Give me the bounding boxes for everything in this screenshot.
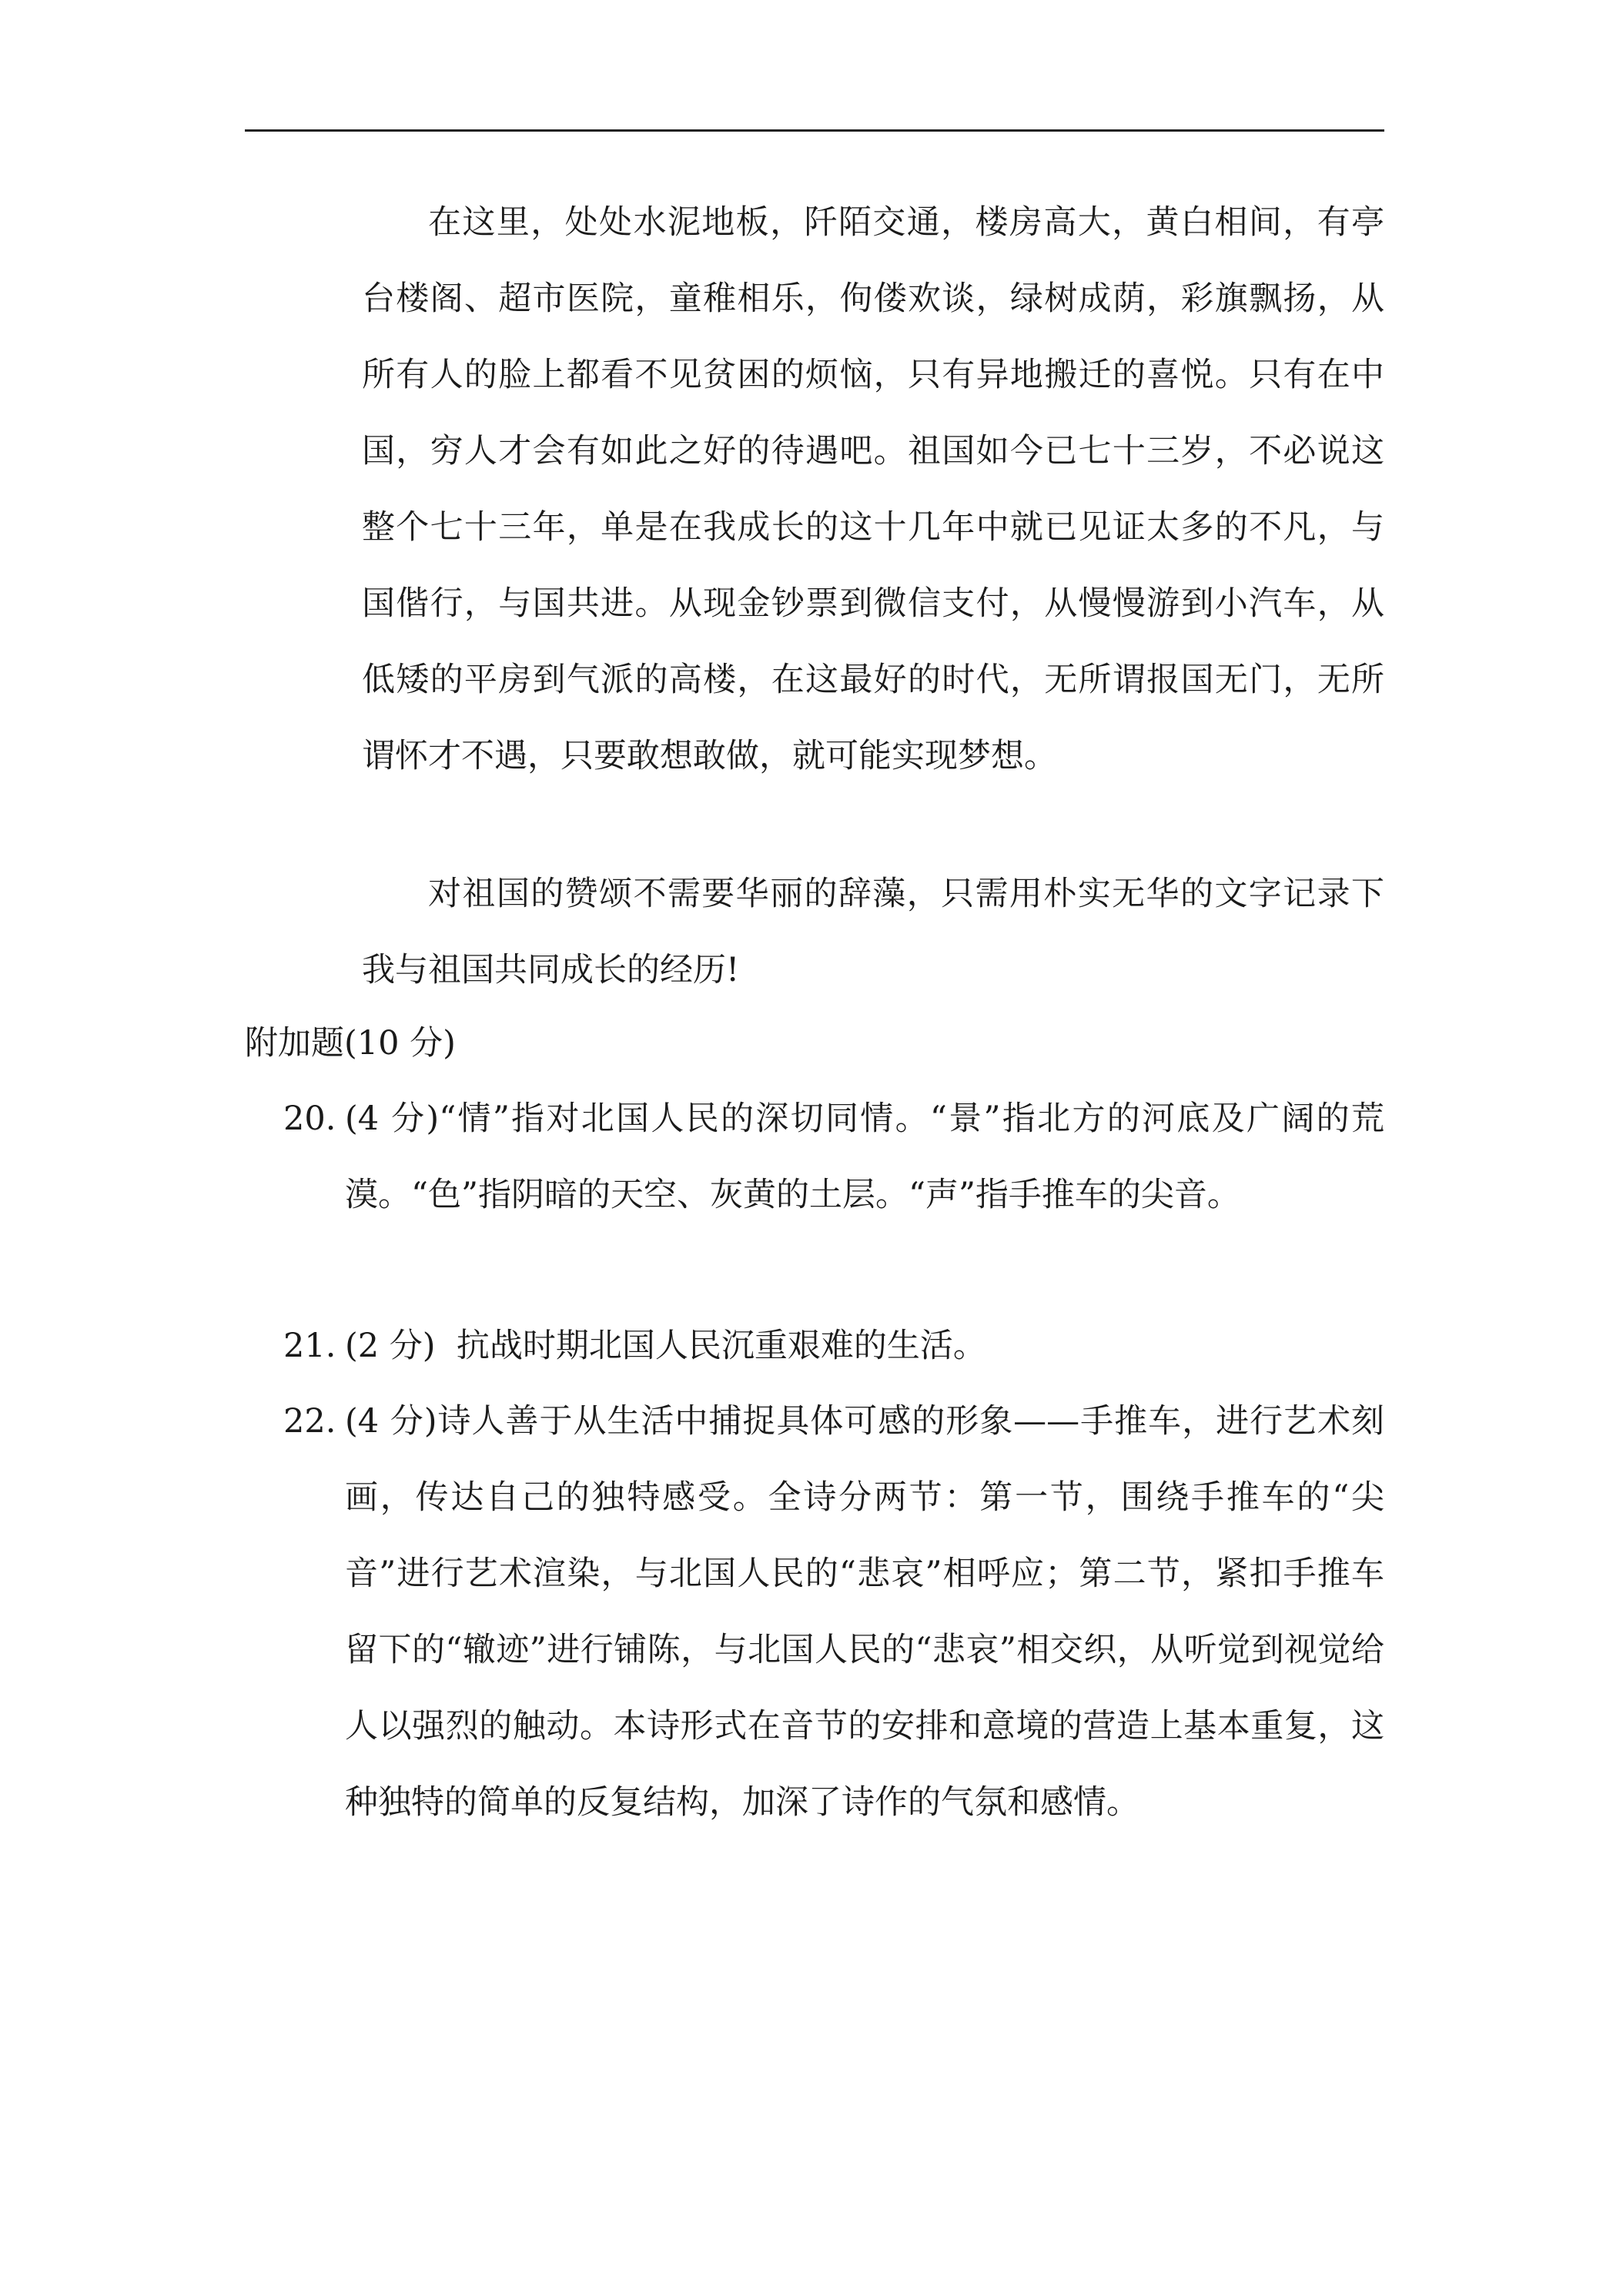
bonus-section-heading: 附加题(10 分) bbox=[245, 1024, 456, 1063]
answer-number-20: 20. bbox=[283, 1099, 336, 1138]
essay-paragraph-1: 在这里，处处水泥地板，阡陌交通，楼房高大，黄白相间，有亭台楼阁、超市医院，童稚相乐，佝偻欢谈，绿树成荫，彩旗飘扬，从所有人的脸上都看不见贫困的烦恼，只有异地搬迁的喜悦。只有在中国，穷人才会有如此之好的待遇吧。祖国如今已七十三岁，不必说这整个七十三年，单是在我成长的这十几年中就已见证太多的不凡，与国偕行，与国共进。从现金钞票到微信支付，从慢慢游到小汽车，从低矮的平房到气派的高楼，在这最好的时代，无所谓报国无门，无所谓怀才不遇，只要敢想敢做，就可能实现梦想。 bbox=[362, 203, 1384, 775]
answer-text-20: (4 分)“情”指对北国人民的深切同情。“景”指北方的河底及广阔的荒漠。“色”指阴暗的天空、灰黄的土层。“声”指手推车的尖音。 bbox=[345, 1099, 1384, 1214]
answer-text-22: (4 分)诗人善于从生活中捕捉具体可感的形象——手推车，进行艺术刻画，传达自己的独特感受。全诗分两节：第一节，围绕手推车的“尖音”进行艺术渲染，与北国人民的“悲哀”相呼应；第二节，紧扣手推车留下的“辙迹”进行铺陈，与北国人民的“悲哀”相交织，从听觉到视觉给人以强烈的触动。本诗形式在音节的安排和意境的营造上基本重复，这种独特的简单的反复结构，加深了诗作的气氛和感情。 bbox=[345, 1402, 1384, 1822]
answer-number-21: 21. bbox=[283, 1327, 336, 1365]
answer-number-22: 22. bbox=[283, 1402, 336, 1441]
answer-item-21 bbox=[283, 1308, 1384, 1384]
answer-text-21: (2 分) 抗战时期北国人民沉重艰难的生活。 bbox=[345, 1327, 986, 1365]
answer-item-22 bbox=[283, 1384, 1384, 1841]
answer-item-20 bbox=[283, 1081, 1384, 1233]
essay-paragraph-2: 对祖国的赞颂不需要华丽的辞藻，只需用朴实无华的文字记录下我与祖国共同成长的经历! bbox=[362, 875, 1384, 989]
header-divider bbox=[245, 129, 1384, 132]
